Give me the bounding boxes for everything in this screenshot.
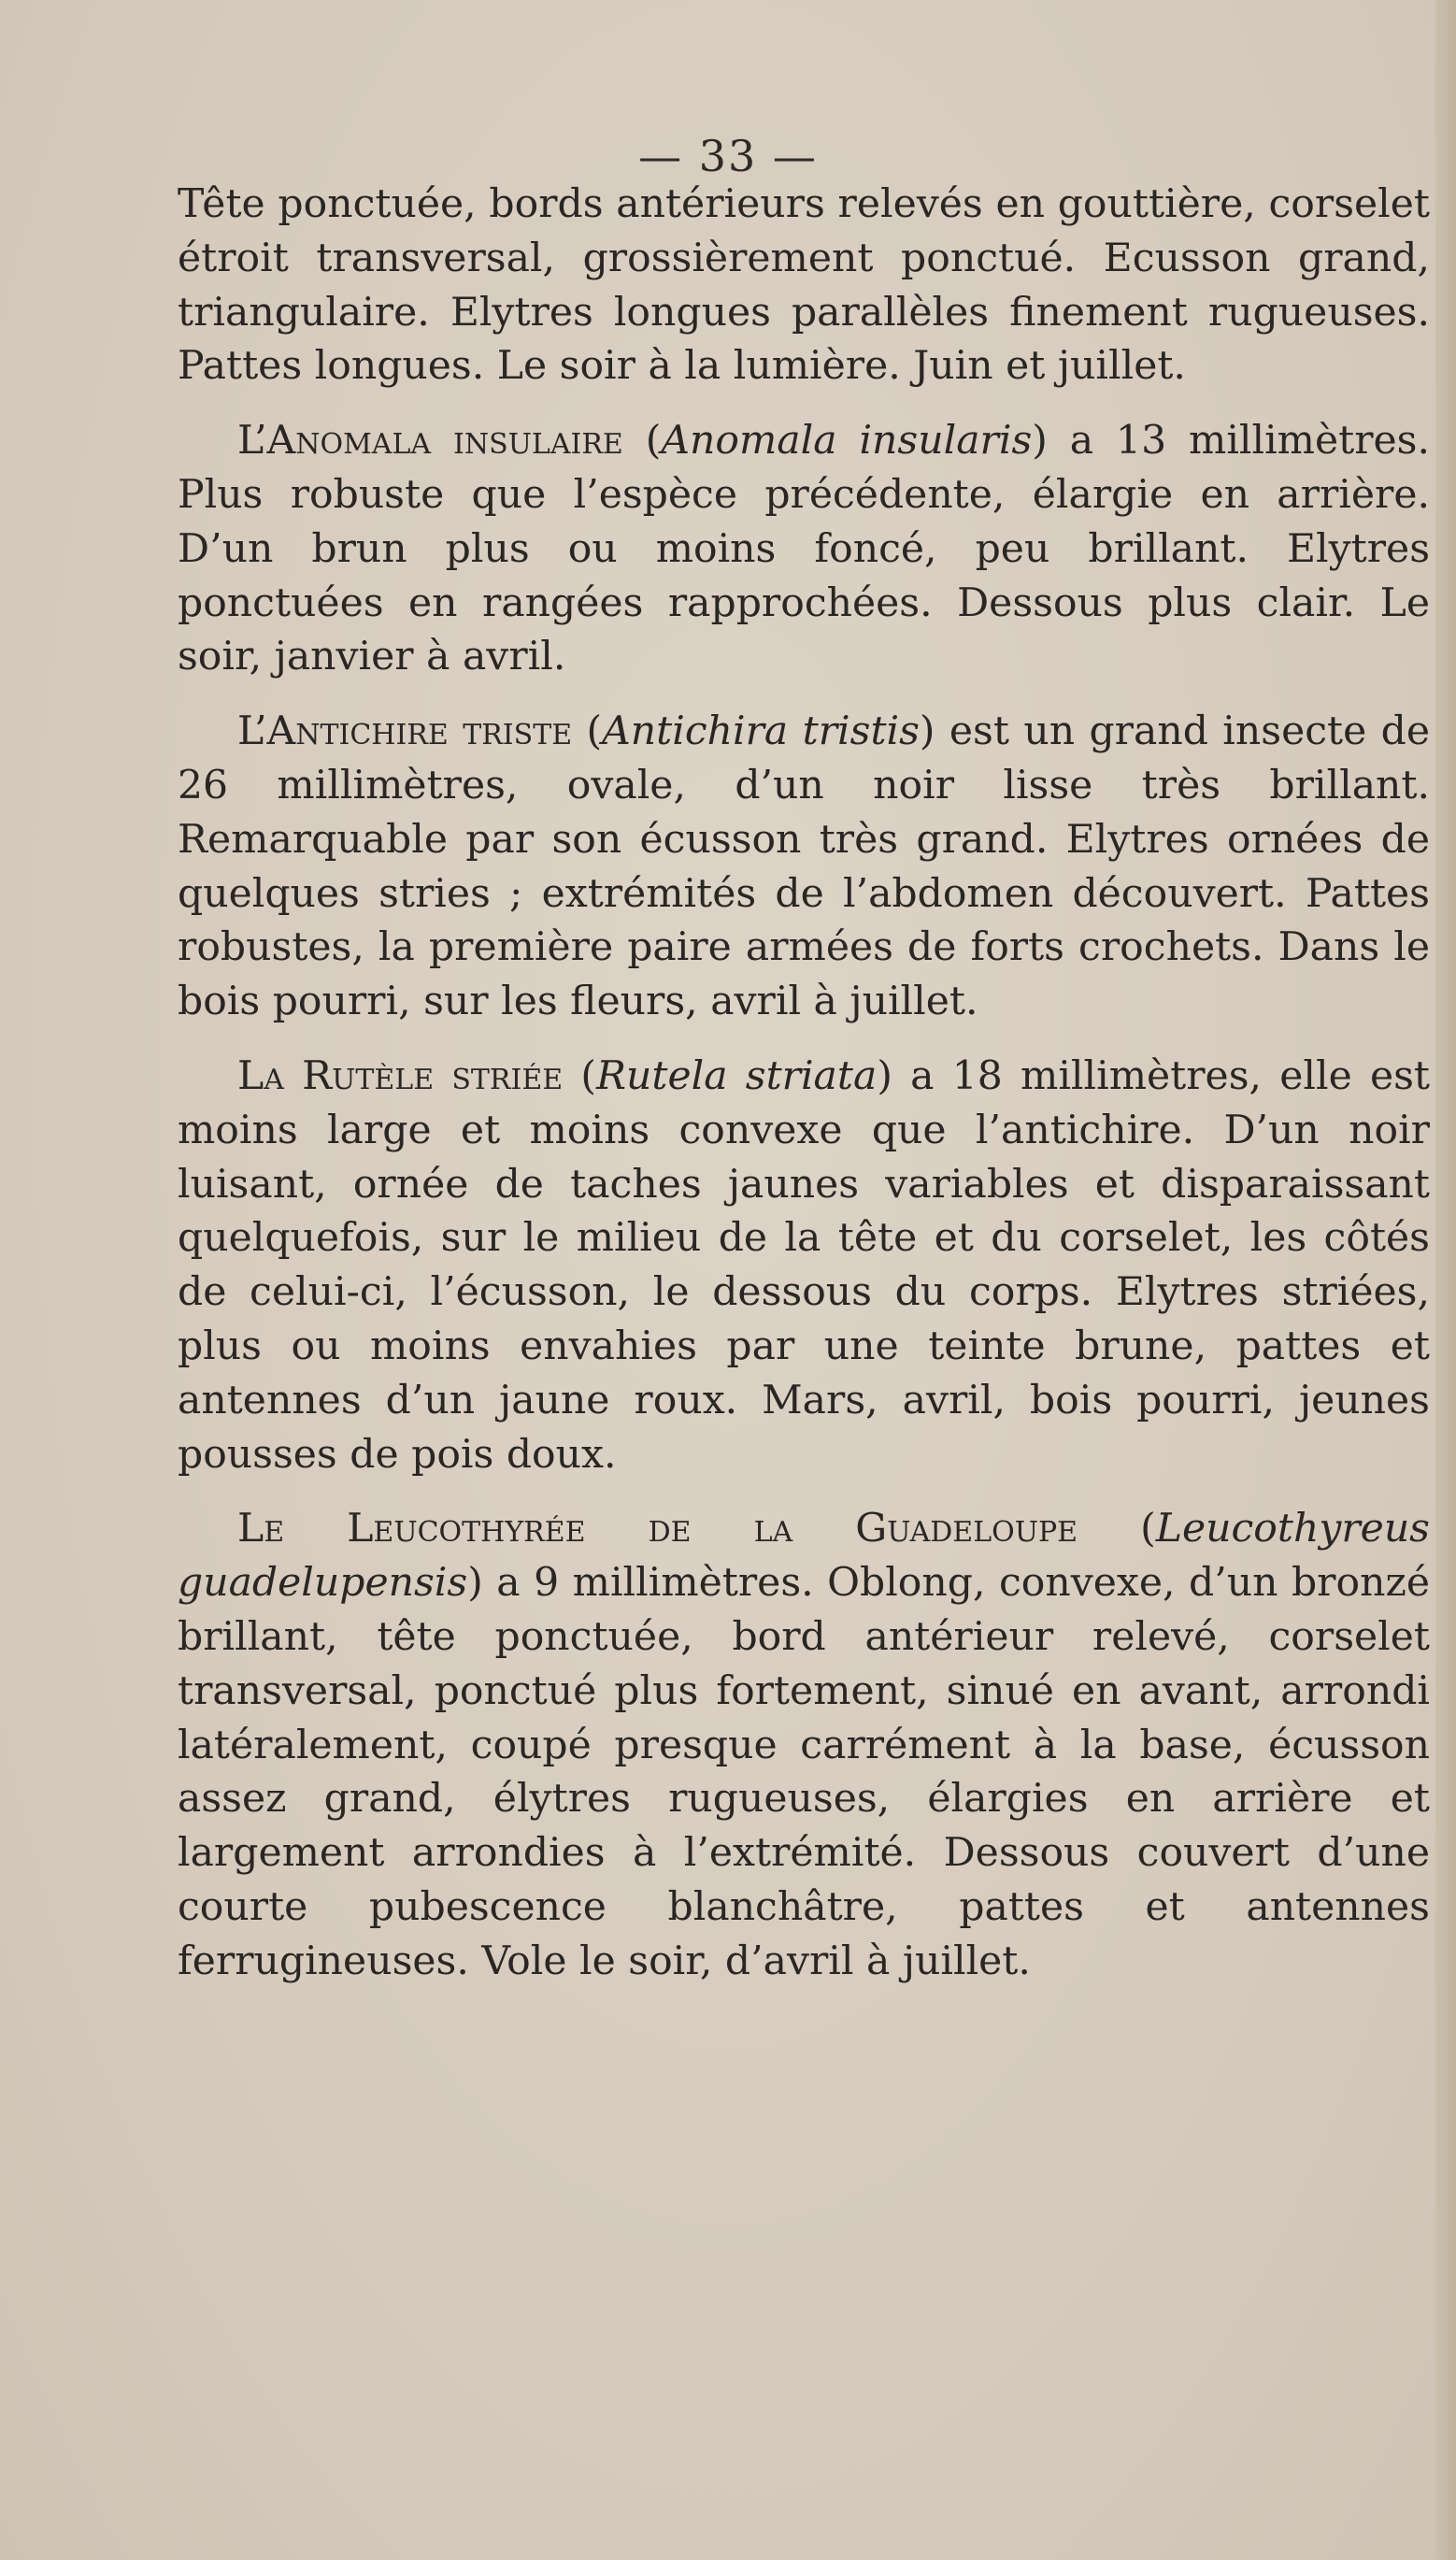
body-text — [178, 178, 1430, 2009]
paragraph-text: a 13 millimètres. Plus robuste que l’espèce précédente, élargie en arrière. D’un brun plus ou moins foncé, peu brillant. Elytres ponctuées en rangées rapprochées. Dessous plus clair. Le soir, janvier à avril. — [178, 418, 1431, 680]
paragraph-text: est un grand insecte de 26 millimètres, ovale, d’un noir lisse très brillant. Remarquable par son écusson très grand. Elytres ornées de quelques stries ; extrémités de l’abdomen découvert. Pattes robustes, la première paire armées de forts crochets. Dans le bois pourri, sur les fleurs, avril à juillet. — [178, 708, 1431, 1025]
latin-name: Rutela striata — [596, 1052, 878, 1099]
species-name: La Rutèle striée — [237, 1052, 564, 1099]
latin-name: Antichira tristis — [602, 708, 920, 755]
page-number: — 33 — — [638, 131, 818, 181]
paragraph-antichire: L’Antichire triste (Antichira tristis) est un grand insecte de 26 millimètres, ovale, d’un noir lisse très brillant. Remarquable par son écusson très grand. Elytres ornées de quelques stries ; extrémités de l’abdomen découvert. Pattes robustes, la première paire armées de forts crochets. Dans le bois pourri, sur les fleurs, avril à juillet. — [178, 708, 1431, 1025]
paragraph-intro — [178, 178, 1430, 393]
page-edge — [1435, 0, 1456, 2560]
paragraph-text: Tête ponctuée, bords antérieurs relevés en gouttière, corselet étroit transversal, grossièrement ponctué. Ecusson grand, triangulaire. Elytres longues parallèles finement rugueuses. Pattes longues. Le soir à la lumière. Juin et juillet. — [178, 181, 1430, 390]
paragraph-anomala: L’Anomala insulaire (Anomala insularis) a 13 millimètres. Plus robuste que l’espèce précédente, élargie en arrière. D’un brun plus ou moins foncé, peu brillant. Elytres ponctuées en rangées rapprochées. Dessous plus clair. Le soir, janvier à avril. — [178, 418, 1431, 680]
paragraph-leucothyree: Le Leucothyrée de la Guadeloupe (Leucothyreus guadelupensis) a 9 millimètres. Oblong, convexe, d’un bronzé brillant, tête ponctuée, bord antérieur relevé, corselet transversal, ponctué plus fortement, sinué en avant, arrondi latéralement, coupé presque carrément à la base, écusson assez grand, élytres rugueuses, élargies en arrière et largement arrondies à l’extrémité. Dessous couvert d’une courte pubescence blanchâtre, pattes et antennes ferrugineuses. Vole le soir, d’avril à juillet. — [178, 1506, 1430, 1984]
species-name: L’Anomala insulaire — [237, 418, 623, 465]
paragraph-text: a 18 millimètres, elle est moins large et moins convexe que l’antichire. D’un noir luisant, ornée de taches jaunes variables et disparaissant quelquefois, sur le milieu de la tête et du corselet, les côtés de celui-ci, l’écusson, le dessous du corps. Elytres striées, plus ou moins envahies par une teinte brune, pattes et antennes d’un jaune roux. Mars, avril, bois pourri, jeunes pousses de pois doux. — [178, 1052, 1431, 1478]
paragraph-rutele: La Rutèle striée (Rutela striata) a 18 millimètres, elle est moins large et moins convexe que l’antichire. D’un noir luisant, ornée de taches jaunes variables et disparaissant quelquefois, sur le milieu de la tête et du corselet, les côtés de celui-ci, l’écusson, le dessous du corps. Elytres striées, plus ou moins envahies par une teinte brune, pattes et antennes d’un jaune roux. Mars, avril, bois pourri, jeunes pousses de pois doux. — [178, 1052, 1431, 1478]
species-name: L’Antichire triste — [237, 708, 573, 755]
latin-name: Anomala insularis — [661, 418, 1033, 465]
latin-name: Leucothyreus guadelupensis — [178, 1506, 1430, 1607]
paragraph-text: a 9 millimètres. Oblong, convexe, d’un bronzé brillant, tête ponctuée, bord antérieur relevé, corselet transversal, ponctué plus fortement, sinué en avant, arrondi latéralement, coupé presque carrément à la base, écusson assez grand, élytres rugueuses, élargies en arrière et largement arrondies à l’extrémité. Dessous couvert d’une courte pubescence blanchâtre, pattes et antennes ferrugineuses. Vole le soir, d’avril à juillet. — [178, 1560, 1430, 1984]
species-name: Le Leucothyrée de la Guadeloupe — [237, 1506, 1078, 1552]
